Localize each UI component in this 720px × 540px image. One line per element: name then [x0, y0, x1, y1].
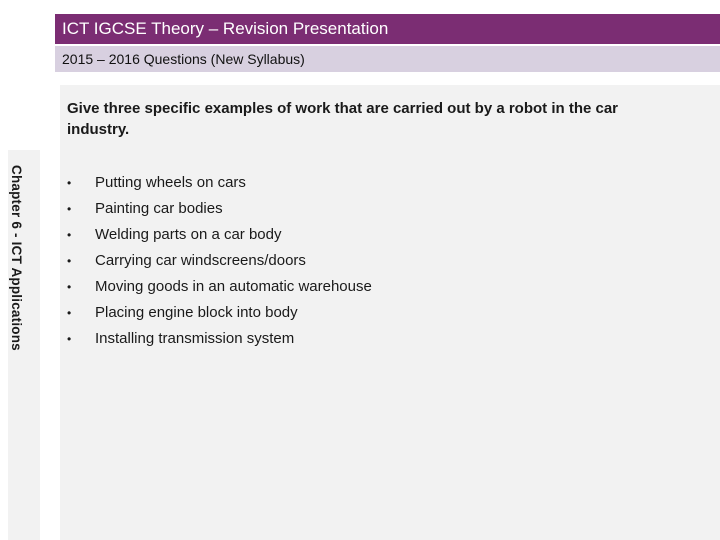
- answer-text: Placing engine block into body: [95, 304, 298, 321]
- answer-text: Moving goods in an automatic warehouse: [95, 278, 372, 295]
- answer-text: Putting wheels on cars: [95, 174, 246, 191]
- bullet-icon: •: [67, 202, 72, 216]
- bullet-icon: •: [67, 280, 72, 294]
- answer-text: Painting car bodies: [95, 200, 223, 217]
- bullet-icon: •: [67, 332, 72, 346]
- answer-text: Carrying car windscreens/doors: [95, 252, 306, 269]
- answer-text: Welding parts on a car body: [95, 226, 282, 243]
- bullet-icon: •: [67, 176, 72, 190]
- bullet-icon: •: [67, 228, 72, 242]
- bullet-icon: •: [67, 306, 72, 320]
- bullet-icon: •: [67, 254, 72, 268]
- chapter-label: Chapter 6 - ICT Applications: [9, 165, 24, 351]
- question-text: Give three specific examples of work that are carried out by a robot in the car industry.: [67, 100, 619, 138]
- slide-subtitle: 2015 – 2016 Questions (New Syllabus): [55, 46, 720, 72]
- answer-text: Installing transmission system: [95, 330, 295, 347]
- presentation-title: ICT IGCSE Theory – Revision Presentation: [55, 14, 720, 44]
